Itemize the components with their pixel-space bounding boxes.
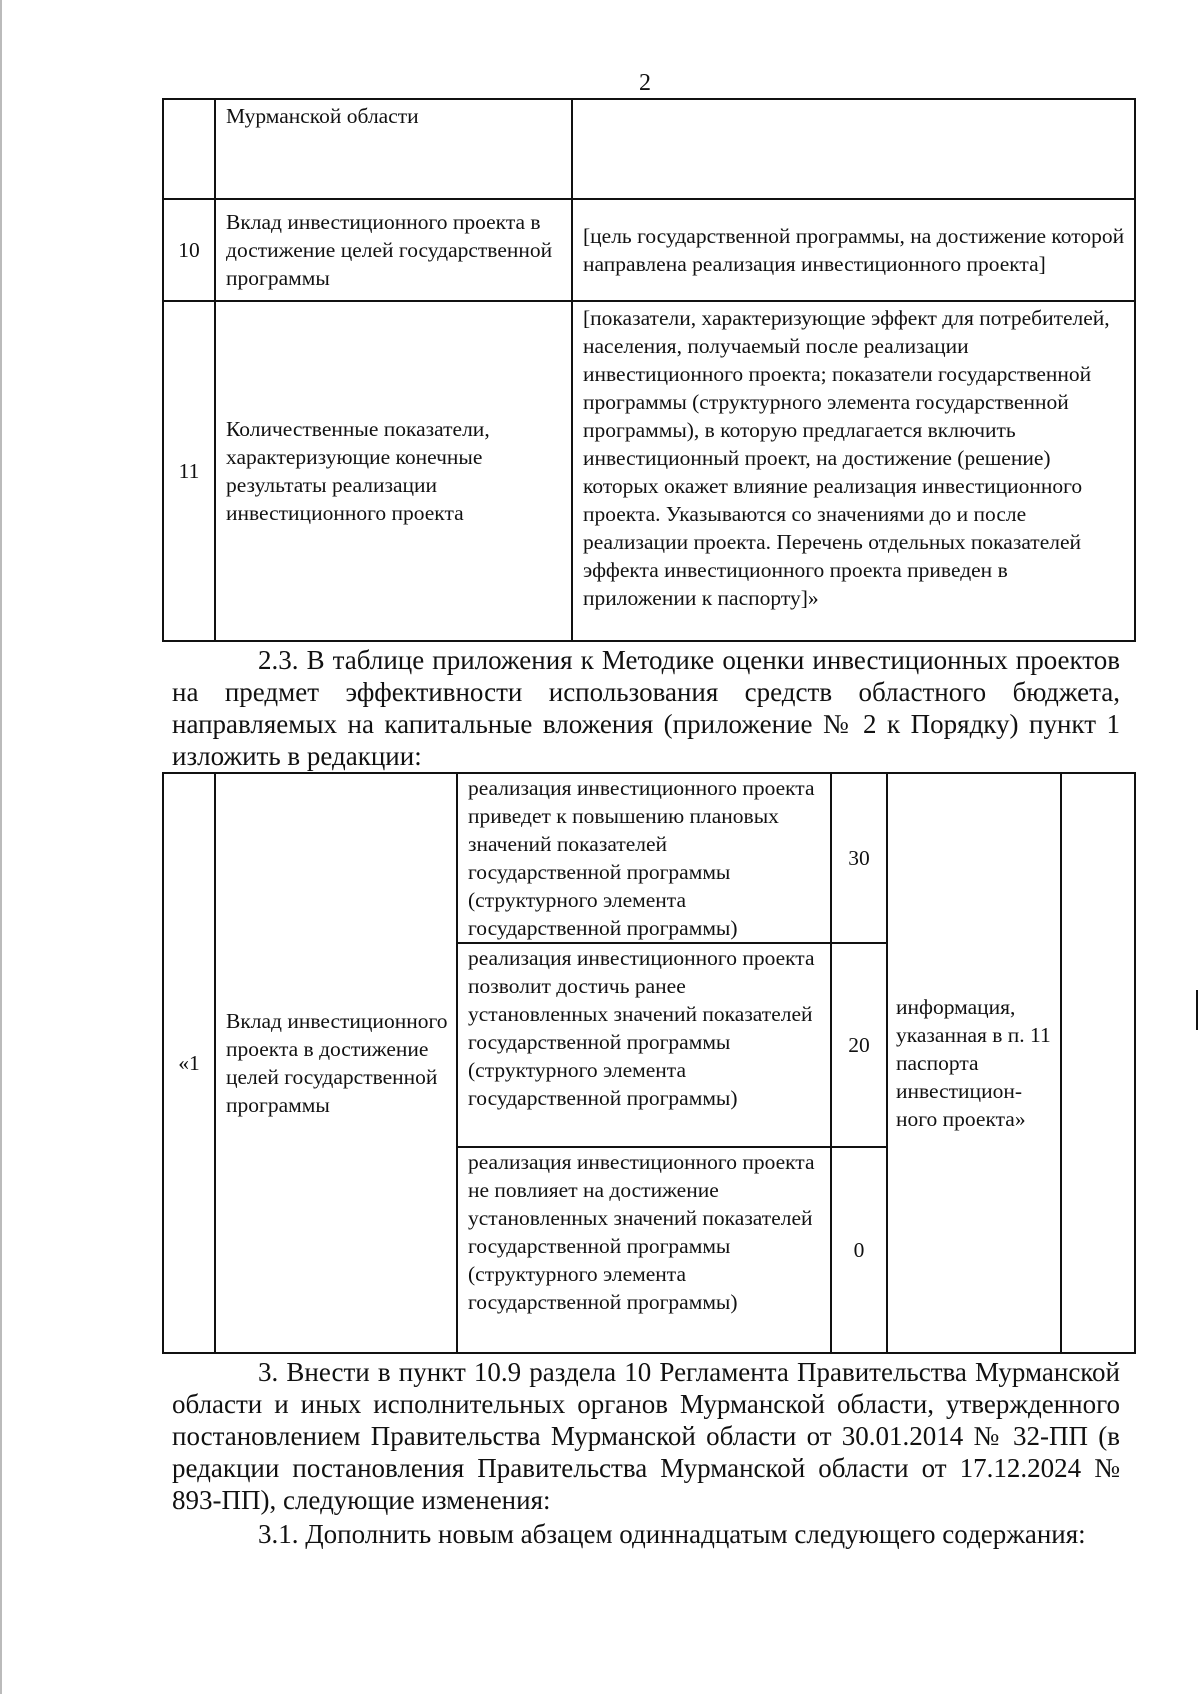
table-row <box>163 199 1135 301</box>
scan-edge-mark <box>1196 990 1198 1030</box>
row-value: [показатели, характеризующие эффект для потребителей, населения, получаемый после реализации инвестиционного проекта; показатели государственной программы (структурного элемента государственной программы), в которую предлагается включить инвестиционный проект, на достижение (решение) которых окажет влияние реализация инвестиционного проекта. Указываются со значениями до и после реализации проекта. Перечень отдельных показателей эффекта инвестиционного проекта приведен в приложении к паспорту]» <box>572 301 1135 641</box>
criteria-table <box>162 772 1136 1354</box>
table-row <box>163 301 1135 641</box>
row-value: [цель государственной программы, на достижение которой направлена реализация инвестиционного проекта] <box>572 199 1135 301</box>
criterion-name: Вклад инвестиционного проекта в достижение целей государственной программы <box>215 773 457 1353</box>
criterion-number: «1 <box>163 773 215 1353</box>
option-score: 0 <box>831 1147 887 1353</box>
option-text: реализация инвестиционного проекта позволит достичь ранее установленных значений показателей государственной программы (структурного элемента государственной программы) <box>457 943 831 1147</box>
row-number: 10 <box>163 199 215 301</box>
row-label: Мурманской области <box>215 99 572 199</box>
paragraph-2-3: 2.3. В таблице приложения к Методике оценки инвестиционных проектов на предмет эффективности использования средств областного бюджета, направляемых на капитальные вложения (приложение № 2 к Порядку) пункт 1 изложить в редакции: <box>172 645 1120 771</box>
table-row <box>163 773 1135 943</box>
info-source: информация, указанная в п. 11 паспорта инвестицион-ного проекта» <box>887 773 1061 1353</box>
scan-edge-mark <box>0 0 2 1694</box>
row-number: 11 <box>163 301 215 641</box>
table-row <box>163 99 1135 199</box>
option-score: 20 <box>831 943 887 1147</box>
empty-cell <box>1061 773 1135 1353</box>
paragraph-3: 3. Внести в пункт 10.9 раздела 10 Регламента Правительства Мурманской области и иных исполнительных органов Мурманской области, утвержденного постановлением Правительства Мурманской области от 30.01.2014 № 32-ПП (в редакции постановления Правительства Мурманской области от 17.12.2024 № 893-ПП), следующие изменения: <box>172 1357 1120 1515</box>
row-label: Количественные показатели, характеризующие конечные результаты реализации инвестиционного проекта <box>215 301 572 641</box>
paragraph-3-1: 3.1. Дополнить новым абзацем одиннадцатым следующего содержания: <box>258 1519 1086 1549</box>
passport-table <box>162 98 1136 642</box>
page-number: 2 <box>639 70 651 96</box>
option-score: 30 <box>831 773 887 943</box>
row-label: Вклад инвестиционного проекта в достижение целей государственной программы <box>215 199 572 301</box>
option-text: реализация инвестиционного проекта не повлияет на достижение установленных значений показателей государственной программы (структурного элемента государственной программы) <box>457 1147 831 1353</box>
row-number <box>163 99 215 199</box>
option-text: реализация инвестиционного проекта приведет к повышению плановых значений показателей государственной программы (структурного элемента государственной программы) <box>457 773 831 943</box>
row-value <box>572 99 1135 199</box>
